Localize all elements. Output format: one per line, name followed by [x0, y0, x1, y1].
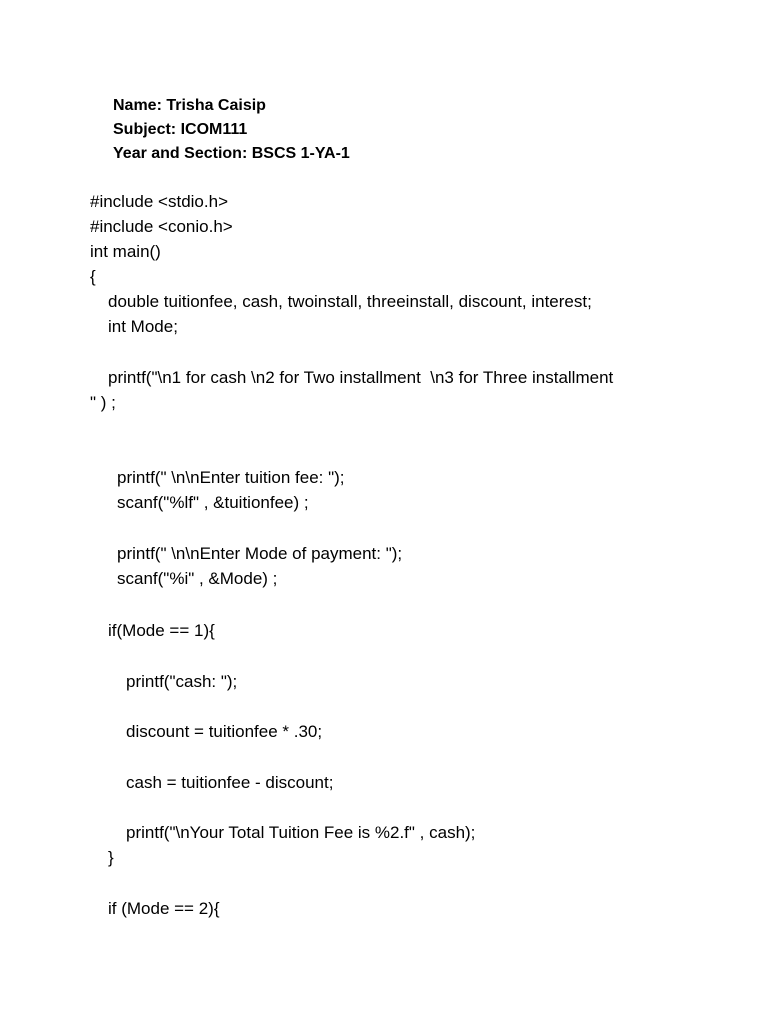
- subject-line: Subject: ICOM111: [113, 121, 248, 138]
- code-line-print-cash: printf("cash: ");: [126, 672, 238, 691]
- code-line-int-decl: int Mode;: [108, 317, 178, 336]
- code-line-discount: discount = tuitionfee * .30;: [126, 722, 323, 741]
- code-line-menu-printf: printf("\n1 for cash \n2 for Two installment \n3 for Three installment: [108, 368, 614, 387]
- code-line-prompt-fee: printf(" \n\nEnter tuition fee: ");: [117, 468, 345, 487]
- code-line-print-total: printf("\nYour Total Tuition Fee is %2.f" , cash);: [126, 823, 476, 842]
- code-line-menu-printf-end: " ) ;: [90, 393, 116, 412]
- code-line-prompt-mode: printf(" \n\nEnter Mode of payment: ");: [117, 544, 403, 563]
- code-line-if-mode-2: if (Mode == 2){: [108, 899, 220, 918]
- code-line-include-stdio: #include <stdio.h>: [90, 192, 228, 211]
- code-line-if-mode-1: if(Mode == 1){: [108, 621, 215, 640]
- code-line-close-brace: }: [108, 848, 114, 867]
- code-line-double-decl: double tuitionfee, cash, twoinstall, threeinstall, discount, interest;: [108, 292, 592, 311]
- student-name: Name: Trisha Caisip: [113, 97, 266, 114]
- code-line-scan-fee: scanf("%lf" , &tuitionfee) ;: [117, 493, 309, 512]
- year-section-line: Year and Section: BSCS 1-YA-1: [113, 145, 350, 162]
- code-line-include-conio: #include <conio.h>: [90, 217, 233, 236]
- code-line-open-brace: {: [90, 267, 96, 286]
- code-line-cash-calc: cash = tuitionfee - discount;: [126, 773, 334, 792]
- code-line-main: int main(): [90, 242, 161, 261]
- code-line-scan-mode: scanf("%i" , &Mode) ;: [117, 569, 278, 588]
